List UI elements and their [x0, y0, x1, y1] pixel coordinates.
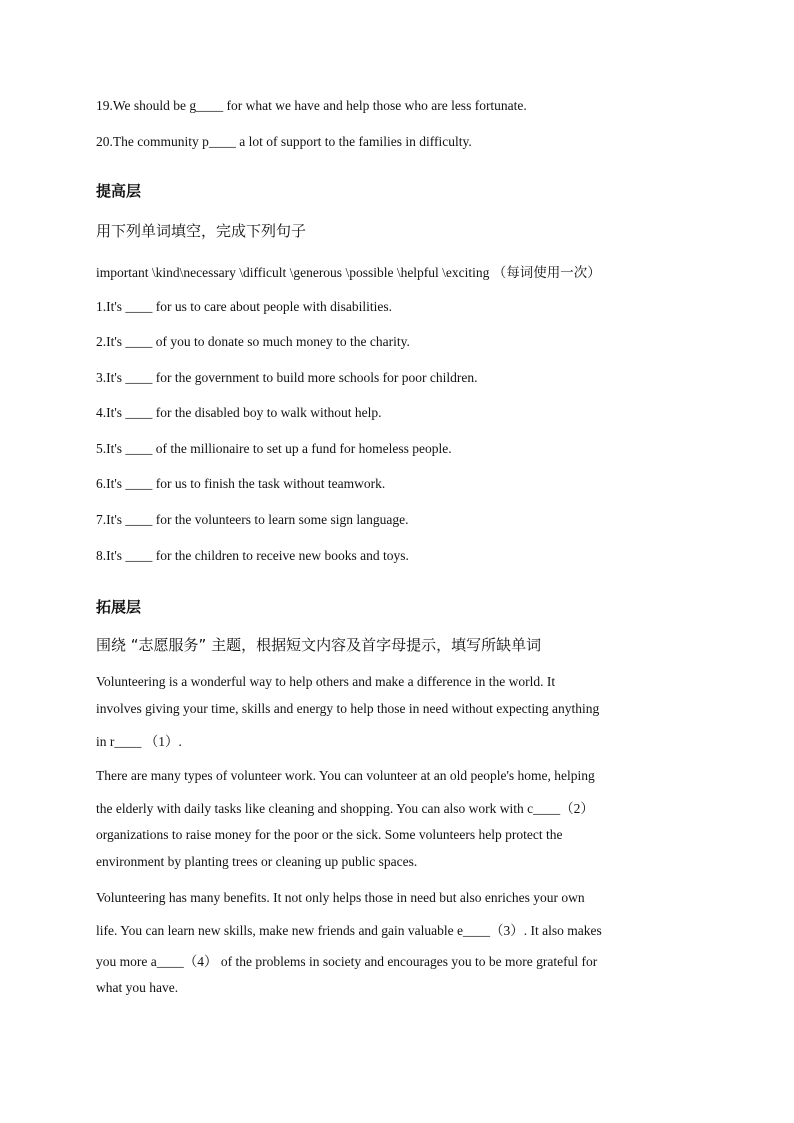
exercise-sentence: 7.It's ____ for the volunteers to learn some sign language.	[96, 512, 409, 527]
exercise-sentence: 8.It's ____ for the children to receive new books and toys.	[96, 548, 409, 563]
sentence-20: 20.The community p____ a lot of support to the families in difficulty.	[96, 134, 472, 149]
instruction-extend: 围绕 “志愿服务” 主题，根据短文内容及首字母提示，填写所缺单词	[96, 636, 542, 654]
passage-line: in r____ （1）.	[96, 734, 182, 749]
sentence-19: 19.We should be g____ for what we have and help those who are less fortunate.	[96, 98, 527, 113]
instruction-improve: 用下列单词填空，完成下列句子	[96, 222, 307, 240]
word-bank: important \kind\necessary \difficult \generous \possible \helpful \exciting （每词使用一次）	[96, 265, 601, 280]
passage-line: life. You can learn new skills, make new friends and gain valuable e____（3）. It also makes	[96, 923, 602, 938]
passage-line: the elderly with daily tasks like cleaning and shopping. You can also work with c____（2）	[96, 801, 594, 816]
exercise-sentence: 6.It's ____ for us to finish the task without teamwork.	[96, 476, 386, 491]
passage-line: Volunteering is a wonderful way to help others and make a difference in the world. It	[96, 674, 556, 689]
passage-line: what you have.	[96, 980, 179, 995]
exercise-sentence: 5.It's ____ of the millionaire to set up a fund for homeless people.	[96, 441, 452, 456]
exercise-sentence: 2.It's ____ of you to donate so much money to the charity.	[96, 334, 410, 349]
passage-line: organizations to raise money for the poor or the sick. Some volunteers help protect the	[96, 827, 563, 842]
passage-line: Volunteering has many benefits. It not only helps those in need but also enriches your own	[96, 890, 585, 905]
passage-line: you more a____（4） of the problems in society and encourages you to be more grateful for	[96, 954, 598, 969]
exercise-sentence: 1.It's ____ for us to care about people with disabilities.	[96, 299, 392, 314]
exercise-sentence: 3.It's ____ for the government to build more schools for poor children.	[96, 370, 478, 385]
passage-line: involves giving your time, skills and energy to help those in need without expecting anything	[96, 701, 600, 716]
section-heading-improve: 提高层	[96, 182, 142, 200]
section-heading-extend: 拓展层	[96, 598, 142, 616]
passage-line: environment by planting trees or cleaning up public spaces.	[96, 854, 418, 869]
passage-line: There are many types of volunteer work. You can volunteer at an old people's home, helping	[96, 768, 595, 783]
exercise-sentence: 4.It's ____ for the disabled boy to walk without help.	[96, 405, 382, 420]
